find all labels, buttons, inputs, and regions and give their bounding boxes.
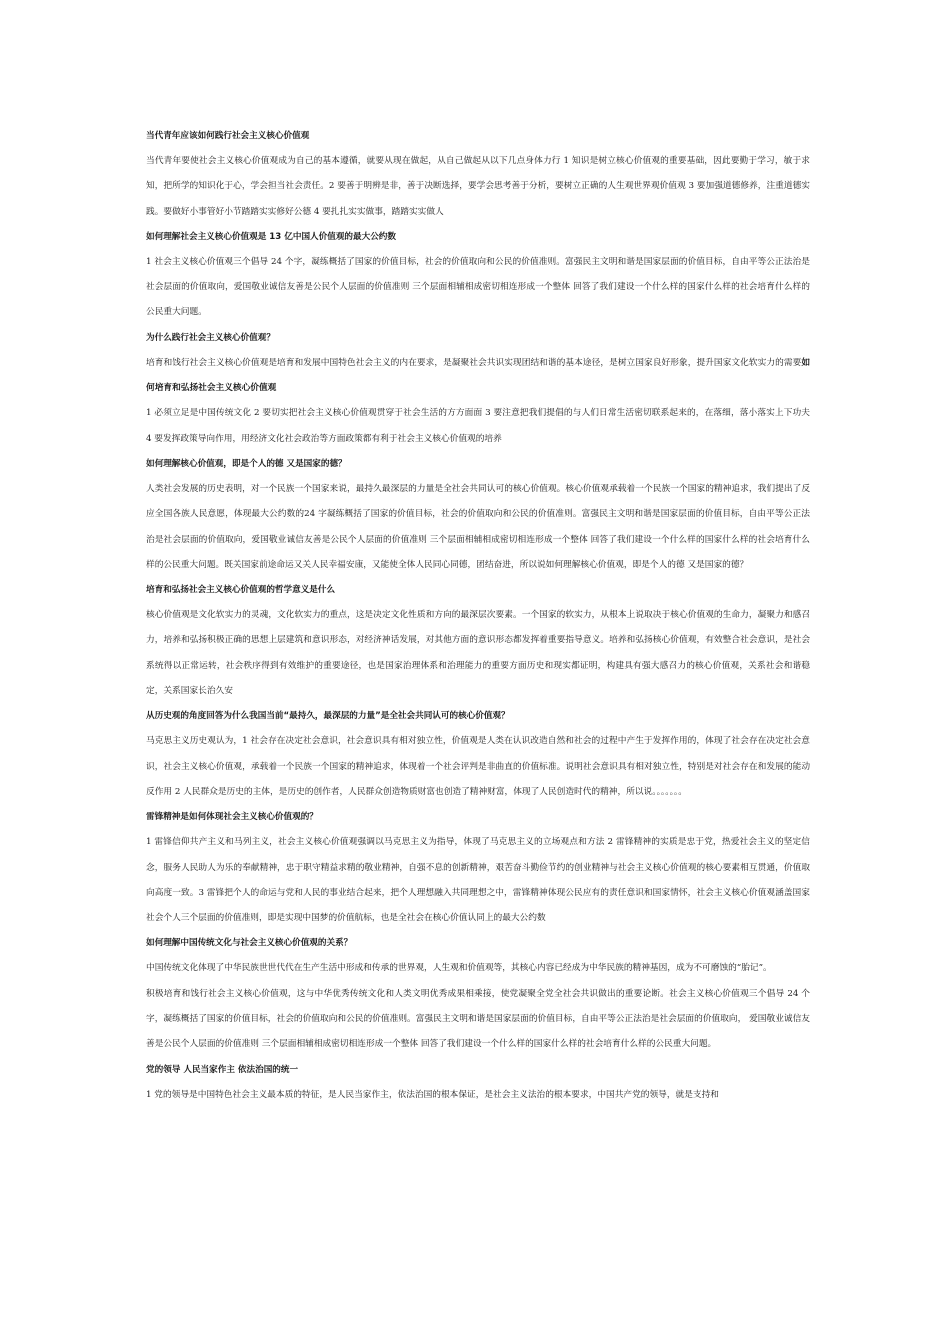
section-heading: 如何理解核心价值观，即是个人的德 又是国家的德？ (146, 458, 347, 469)
section-paragraph: 1 社会主义核心价值观三个倡导 24 个字，凝练概括了国家的价值目标，社会的价值取向和公民的价值准则。富强民主文明和谐是国家层面的价值目标，自由平等公正法治是社会层面的价值取向，爱国敬业诚信友善是公民个人层面的价值准则 三个层面相辅相成密切相连形成一个整体 回答了我们建设一个什么样的国家什么样的社会培育什么样的公民重大问题。 (146, 256, 810, 318)
section-paragraph (146, 351, 810, 402)
section-philosophical-meaning (146, 578, 810, 704)
section-paragraph: 马克思主义历史观认为，1 社会存在决定社会意识，社会意识具有相对独立性，价值观是人类在认识改造自然和社会的过程中产生于发挥作用的，体现了社会存在决定社会意识，社会主义核心价值观，承载着一个民族一个国家的精神追求，体现着一个社会评判是非曲直的价值标准。说明社会意识具有相对独立性，特别是对社会存在和发展的能动反作用 2 人民群众是历史的主体，是历史的创作者，人民群众创造物质财富也创造了精神财富，体现了人民创造时代的精神，所以说。。。。。。。 (146, 736, 810, 797)
section-why-practice (146, 326, 810, 452)
section-paragraph: 中国传统文化体现了中华民族世世代代在生产生活中形成和传承的世界观，人生观和价值观等，其核心内容已经成为中华民族的精神基因，成为不可磨蚀的“胎记”。 (146, 963, 772, 974)
section-heading: 为什么践行社会主义核心价值观？ (146, 332, 275, 343)
document-page (146, 124, 810, 1108)
section-personal-national-virtue (146, 452, 810, 578)
section-paragraph: 人类社会发展的历史表明，对一个民族一个国家来说，最持久最深层的力量是全社会共同认可的核心价值观。核心价值观承载着一个民族一个国家的精神追求，我们提出了反应全国各族人民意愿，体现最大公约数的24 字凝练概括了国家的价值目标，社会的价值取向和公民的价值准则。富强民主文明和谐是国家层面的价值目标，自由平等公正法治是社会层面的价值取向，爱国敬业诚信友善是公民个人层面的价值准则 三个层面相辅相成密切相连形成一个整体 回答了我们建设一个什么样的国家什么样的社会培育什么样的公民重大问题。既关国家前途命运又关人民幸福安康，又能使全体人民同心同德，团结奋进，所以说如何理解核心价值观，即是个人的德 又是国家的德？ (146, 483, 810, 570)
section-heading: 雷锋精神是如何体现社会主义核心价值观的？ (146, 812, 318, 823)
section-heading: 培育和弘扬社会主义核心价值观的哲学意义是什么 (146, 585, 336, 596)
section-historical-view (146, 704, 810, 805)
section-paragraph: 积极培育和饯行社会主义核心价值观，这与中华优秀传统文化和人类文明优秀成果相乘接，使党凝聚全党全社会共识做出的重要论断。社会主义核心价值观三个倡导 24 个字，凝练概括了国家的价值目标，社会的价值取向和公民的价值准则。富强民主文明和谐是国家层面的价值目标，自由平等公正法治是社会层面的价值取向， 爱国敬业诚信友善是公民个人层面的价值准则 三个层面相辅相成密切相连形成一个整体 回答了我们建设一个什么样的国家什么样的社会培育什么样的公民重大问题。 (146, 988, 810, 1050)
section-traditional-culture (146, 931, 810, 1057)
section-heading: 当代青年应该如何践行社会主义核心价值观 (146, 131, 310, 141)
section-lei-feng-spirit (146, 805, 810, 931)
inline-heading: 如何培育和弘扬社会主义核心价值观 (146, 357, 810, 394)
section-heading: 如何理解中国传统文化与社会主义核心价值观的关系？ (146, 938, 353, 949)
section-paragraph: 1 雷锋信仰共产主义和马列主义，社会主义核心价值观强调以马克思主义为指导，体现了马克思主义的立场观点和方法 2 雷锋精神的实质是忠于党，热爱社会主义的坚定信念，服务人民助人为乐的奉献精神，忠于职守精益求精的敬业精神，自强不息的创新精神，艰苦奋斗勤俭节约的创业精神与社会主义核心价值观的核心要素相互贯通，价值取向高度一致。3 雷锋把个人的命运与党和人民的事业结合起来，把个人理想融入共同理想之中，雷锋精神体现公民应有的责任意识和国家情怀，社会主义核心价值观涵盖国家社会个人三个层面的价值准则，即是实现中国梦的价值航标，也是全社会在核心价值认同上的最大公约数 (146, 837, 810, 924)
section-party-leadership (146, 1058, 810, 1108)
section-common-divisor (146, 225, 810, 326)
section-paragraph: 当代青年要使社会主义核心价值观成为自己的基本遵循，就要从现在做起，从自己做起从以下几点身体力行 1 知识是树立核心价值观的重要基础，因此要勤于学习，敏于求知，把所学的知识化于心，学会担当社会责任。2 要善于明辨是非，善于决断选择，要学会思考善于分析，要树立正确的人生观世界观价值观 3 要加强道德修养，注重道德实践。要做好小事管好小节踏踏实实修好公德 4 要扎扎实实做事，踏踏实实做人 (146, 156, 810, 217)
paragraph-text: 培育和饯行社会主义核心价值观是培育和发展中国特色社会主义的内在要求，是凝聚社会共识实现团结和谐的基本途径，是树立国家良好形象，提升国家文化软实力的需要 (146, 357, 802, 368)
section-paragraph: 1 必须立足是中国传统文化 2 要切实把社会主义核心价值观贯穿于社会生活的方方面面 3 要注意把我们提倡的与人们日常生活密切联系起来的，在落细，落小落实上下功夫 4 要发挥政策导向作用，用经济文化社会政治等方面政策都有利于社会主义核心价值观的培养 (146, 408, 810, 444)
section-heading: 党的领导 人民当家作主 依法治国的统一 (146, 1064, 299, 1075)
section-youth-practice (146, 124, 810, 225)
section-paragraph: 1 党的领导是中国特色社会主义最本质的特征，是人民当家作主，依法治国的根本保证，是社会主义法治的根本要求，中国共产党的领导，就是支持和 (146, 1089, 719, 1100)
section-heading: 如何理解社会主义核心价值观是 13 亿中国人价值观的最大公约数 (146, 231, 396, 242)
section-heading: 从历史观的角度回答为什么我国当前“最持久，最深层的力量”是全社会共同认可的核心价值观？ (146, 711, 510, 722)
section-paragraph: 核心价值观是文化软实力的灵魂，文化软实力的重点，这是决定文化性质和方向的最深层次要素。一个国家的软实力，从根本上说取决于核心价值观的生命力，凝聚力和感召力，培养和弘扬积极正确的思想上层建筑和意识形态，对经济神话发展，对其他方面的意识形态都发挥着重要指导意义。培养和弘扬核心价值观，有效整合社会意识，是社会系统得以正常运转，社会秩序得到有效维护的重要途径，也是国家治理体系和治理能力的重要方面历史和现实都证明，构建具有强大感召力的核心价值观，关系社会和谐稳定，关系国家长治久安 (146, 610, 810, 697)
